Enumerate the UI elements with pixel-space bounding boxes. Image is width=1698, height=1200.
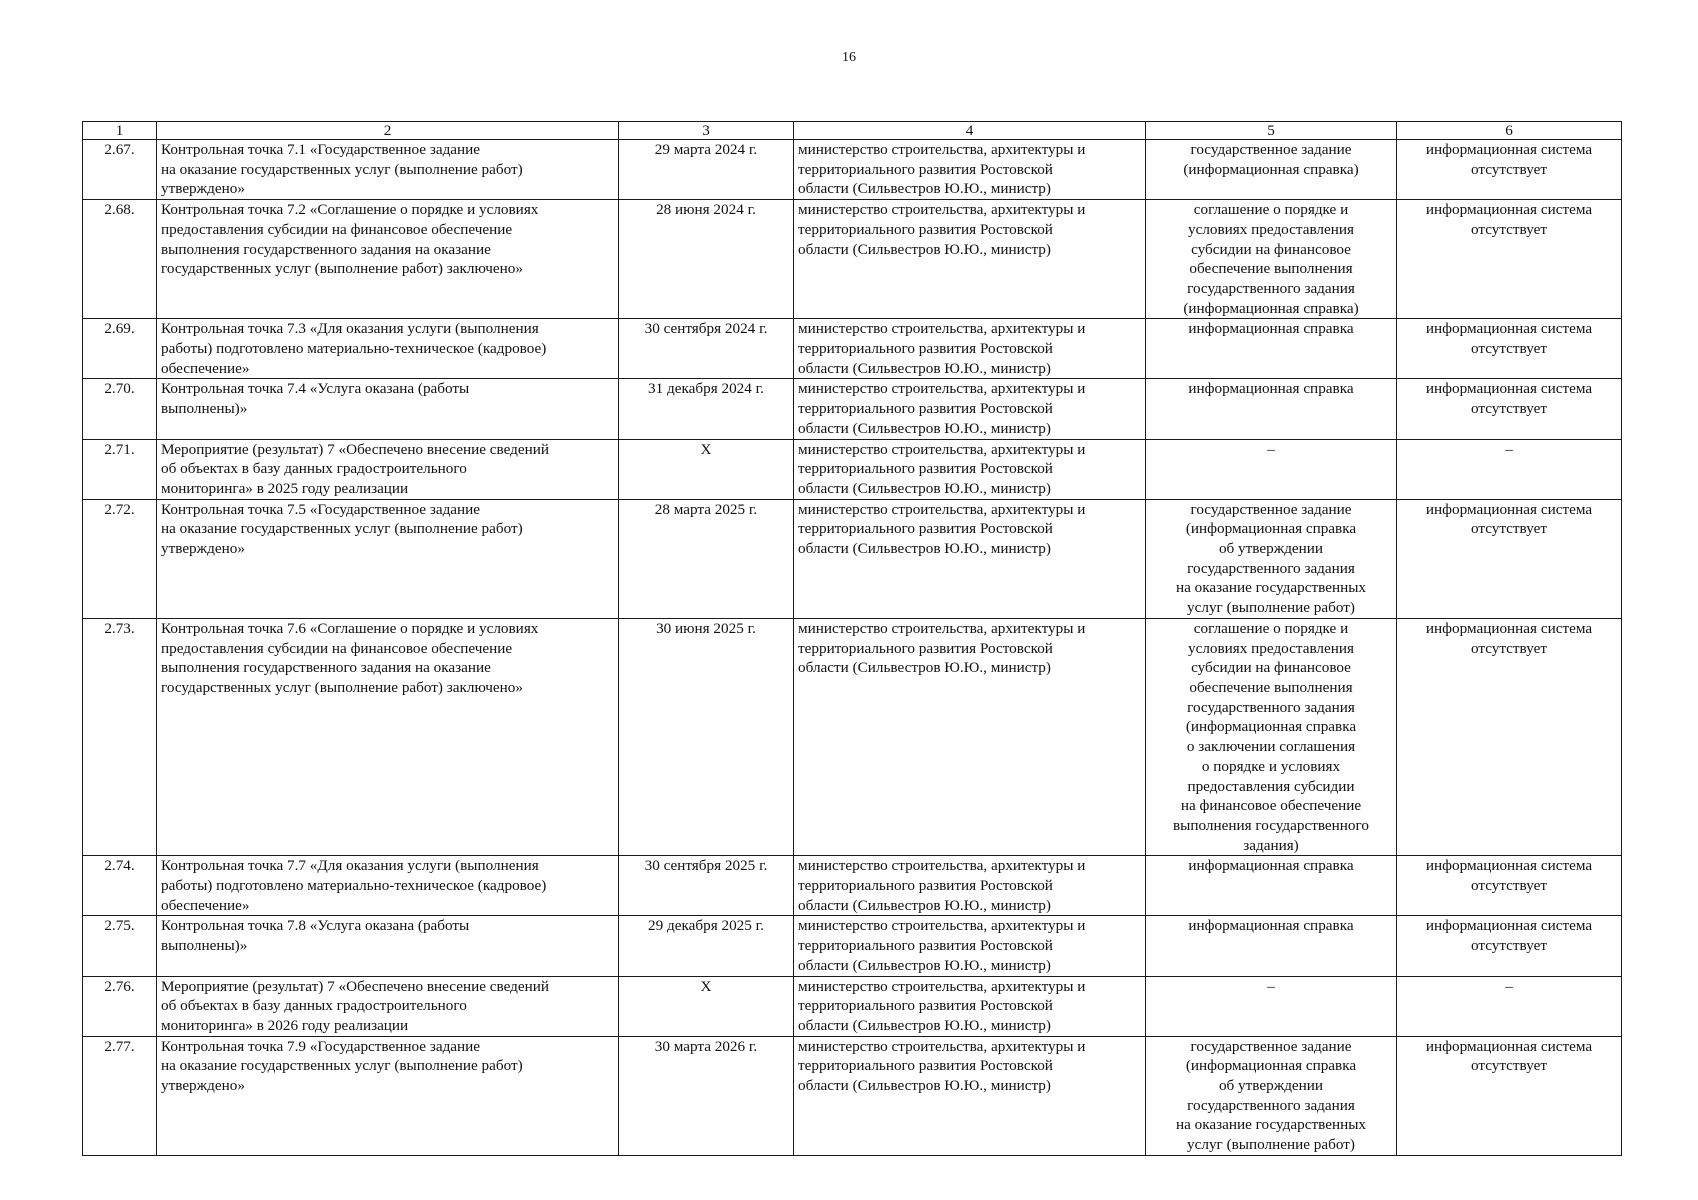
row-number-cell: 2.74.	[83, 856, 157, 916]
info-system-cell: информационная система отсутствует	[1397, 499, 1622, 618]
table-row	[83, 200, 1622, 319]
table-row	[83, 140, 1622, 200]
event-name-cell: Контрольная точка 7.2 «Соглашение о порядке и условиях предоставления субсидии на финансовое обеспечение выполнения государственного задания на оказание государственных услуг (выполнение работ) заключено»	[157, 200, 619, 319]
info-system-cell: информационная система отсутствует	[1397, 916, 1622, 976]
row-number-cell: 2.71.	[83, 439, 157, 499]
responsible-cell: министерство строительства, архитектуры и территориального развития Ростовской области (Сильвестров Ю.Ю., министр)	[794, 1036, 1146, 1155]
event-name-cell: Контрольная точка 7.9 «Государственное задание на оказание государственных услуг (выполнение работ) утверждено»	[157, 1036, 619, 1155]
due-date-cell: 29 марта 2024 г.	[619, 140, 794, 200]
event-name-cell: Контрольная точка 7.5 «Государственное задание на оказание государственных услуг (выполнение работ) утверждено»	[157, 499, 619, 618]
info-system-cell: информационная система отсутствует	[1397, 618, 1622, 855]
info-system-cell: –	[1397, 439, 1622, 499]
due-date-cell: 31 декабря 2024 г.	[619, 379, 794, 439]
column-header-3: 3	[619, 122, 794, 140]
column-header-1: 1	[83, 122, 157, 140]
document-type-cell: государственное задание (информационная справка об утверждении государственного задания на оказание государственных услуг (выполнение работ)	[1146, 1036, 1397, 1155]
table-header-row	[83, 122, 1622, 140]
due-date-cell: X	[619, 976, 794, 1036]
responsible-cell: министерство строительства, архитектуры и территориального развития Ростовской области (Сильвестров Ю.Ю., министр)	[794, 439, 1146, 499]
document-type-cell: информационная справка	[1146, 856, 1397, 916]
due-date-cell: 30 сентября 2024 г.	[619, 319, 794, 379]
responsible-cell: министерство строительства, архитектуры и территориального развития Ростовской области (Сильвестров Ю.Ю., министр)	[794, 200, 1146, 319]
event-name-cell: Контрольная точка 7.1 «Государственное задание на оказание государственных услуг (выполнение работ) утверждено»	[157, 140, 619, 200]
document-type-cell: государственное задание (информационная справка об утверждении государственного задания на оказание государственных услуг (выполнение работ)	[1146, 499, 1397, 618]
due-date-cell: 30 сентября 2025 г.	[619, 856, 794, 916]
table-row	[83, 916, 1622, 976]
table-row	[83, 976, 1622, 1036]
document-type-cell: информационная справка	[1146, 319, 1397, 379]
info-system-cell: информационная система отсутствует	[1397, 856, 1622, 916]
table-row	[83, 856, 1622, 916]
responsible-cell: министерство строительства, архитектуры и территориального развития Ростовской области (Сильвестров Ю.Ю., министр)	[794, 379, 1146, 439]
document-type-cell: информационная справка	[1146, 916, 1397, 976]
plan-table	[82, 121, 1622, 1156]
page-number: 16	[842, 50, 856, 65]
document-type-cell: –	[1146, 976, 1397, 1036]
event-name-cell: Контрольная точка 7.3 «Для оказания услуги (выполнения работы) подготовлено материально-техническое (кадровое) обеспечение»	[157, 319, 619, 379]
row-number-cell: 2.75.	[83, 916, 157, 976]
row-number-cell: 2.77.	[83, 1036, 157, 1155]
document-type-cell: –	[1146, 439, 1397, 499]
info-system-cell: информационная система отсутствует	[1397, 379, 1622, 439]
row-number-cell: 2.72.	[83, 499, 157, 618]
column-header-5: 5	[1146, 122, 1397, 140]
due-date-cell: 28 июня 2024 г.	[619, 200, 794, 319]
table-row	[83, 499, 1622, 618]
event-name-cell: Мероприятие (результат) 7 «Обеспечено внесение сведений об объектах в базу данных градостроительного мониторинга» в 2025 году реализации	[157, 439, 619, 499]
table-row	[83, 319, 1622, 379]
event-name-cell: Контрольная точка 7.8 «Услуга оказана (работы выполнены)»	[157, 916, 619, 976]
column-header-2: 2	[157, 122, 619, 140]
responsible-cell: министерство строительства, архитектуры и территориального развития Ростовской области (Сильвестров Ю.Ю., министр)	[794, 916, 1146, 976]
info-system-cell: информационная система отсутствует	[1397, 140, 1622, 200]
info-system-cell: информационная система отсутствует	[1397, 200, 1622, 319]
document-type-cell: государственное задание (информационная справка)	[1146, 140, 1397, 200]
info-system-cell: информационная система отсутствует	[1397, 1036, 1622, 1155]
due-date-cell: 30 июня 2025 г.	[619, 618, 794, 855]
table-body	[83, 122, 1622, 1156]
responsible-cell: министерство строительства, архитектуры и территориального развития Ростовской области (Сильвестров Ю.Ю., министр)	[794, 319, 1146, 379]
column-header-4: 4	[794, 122, 1146, 140]
event-name-cell: Контрольная точка 7.6 «Соглашение о порядке и условиях предоставления субсидии на финансовое обеспечение выполнения государственного задания на оказание государственных услуг (выполнение работ) заключено»	[157, 618, 619, 855]
table-row	[83, 379, 1622, 439]
table-row	[83, 1036, 1622, 1155]
table-row	[83, 618, 1622, 855]
document-type-cell: соглашение о порядке и условиях предоставления субсидии на финансовое обеспечение выполнения государственного задания (информационная справка)	[1146, 200, 1397, 319]
event-name-cell: Мероприятие (результат) 7 «Обеспечено внесение сведений об объектах в базу данных градостроительного мониторинга» в 2026 году реализации	[157, 976, 619, 1036]
info-system-cell: информационная система отсутствует	[1397, 319, 1622, 379]
table-row	[83, 439, 1622, 499]
responsible-cell: министерство строительства, архитектуры и территориального развития Ростовской области (Сильвестров Ю.Ю., министр)	[794, 976, 1146, 1036]
event-name-cell: Контрольная точка 7.4 «Услуга оказана (работы выполнены)»	[157, 379, 619, 439]
row-number-cell: 2.68.	[83, 200, 157, 319]
row-number-cell: 2.76.	[83, 976, 157, 1036]
event-name-cell: Контрольная точка 7.7 «Для оказания услуги (выполнения работы) подготовлено материально-техническое (кадровое) обеспечение»	[157, 856, 619, 916]
due-date-cell: 28 марта 2025 г.	[619, 499, 794, 618]
row-number-cell: 2.73.	[83, 618, 157, 855]
responsible-cell: министерство строительства, архитектуры и территориального развития Ростовской области (Сильвестров Ю.Ю., министр)	[794, 140, 1146, 200]
responsible-cell: министерство строительства, архитектуры и территориального развития Ростовской области (Сильвестров Ю.Ю., министр)	[794, 618, 1146, 855]
row-number-cell: 2.69.	[83, 319, 157, 379]
row-number-cell: 2.70.	[83, 379, 157, 439]
due-date-cell: X	[619, 439, 794, 499]
document-type-cell: соглашение о порядке и условиях предоставления субсидии на финансовое обеспечение выполнения государственного задания (информационная справка о заключении соглашения о порядке и условиях предоставления субсидии на финансовое обеспечение выполнения государственного задания)	[1146, 618, 1397, 855]
responsible-cell: министерство строительства, архитектуры и территориального развития Ростовской области (Сильвестров Ю.Ю., министр)	[794, 856, 1146, 916]
info-system-cell: –	[1397, 976, 1622, 1036]
responsible-cell: министерство строительства, архитектуры и территориального развития Ростовской области (Сильвестров Ю.Ю., министр)	[794, 499, 1146, 618]
row-number-cell: 2.67.	[83, 140, 157, 200]
due-date-cell: 29 декабря 2025 г.	[619, 916, 794, 976]
due-date-cell: 30 марта 2026 г.	[619, 1036, 794, 1155]
document-type-cell: информационная справка	[1146, 379, 1397, 439]
column-header-6: 6	[1397, 122, 1622, 140]
